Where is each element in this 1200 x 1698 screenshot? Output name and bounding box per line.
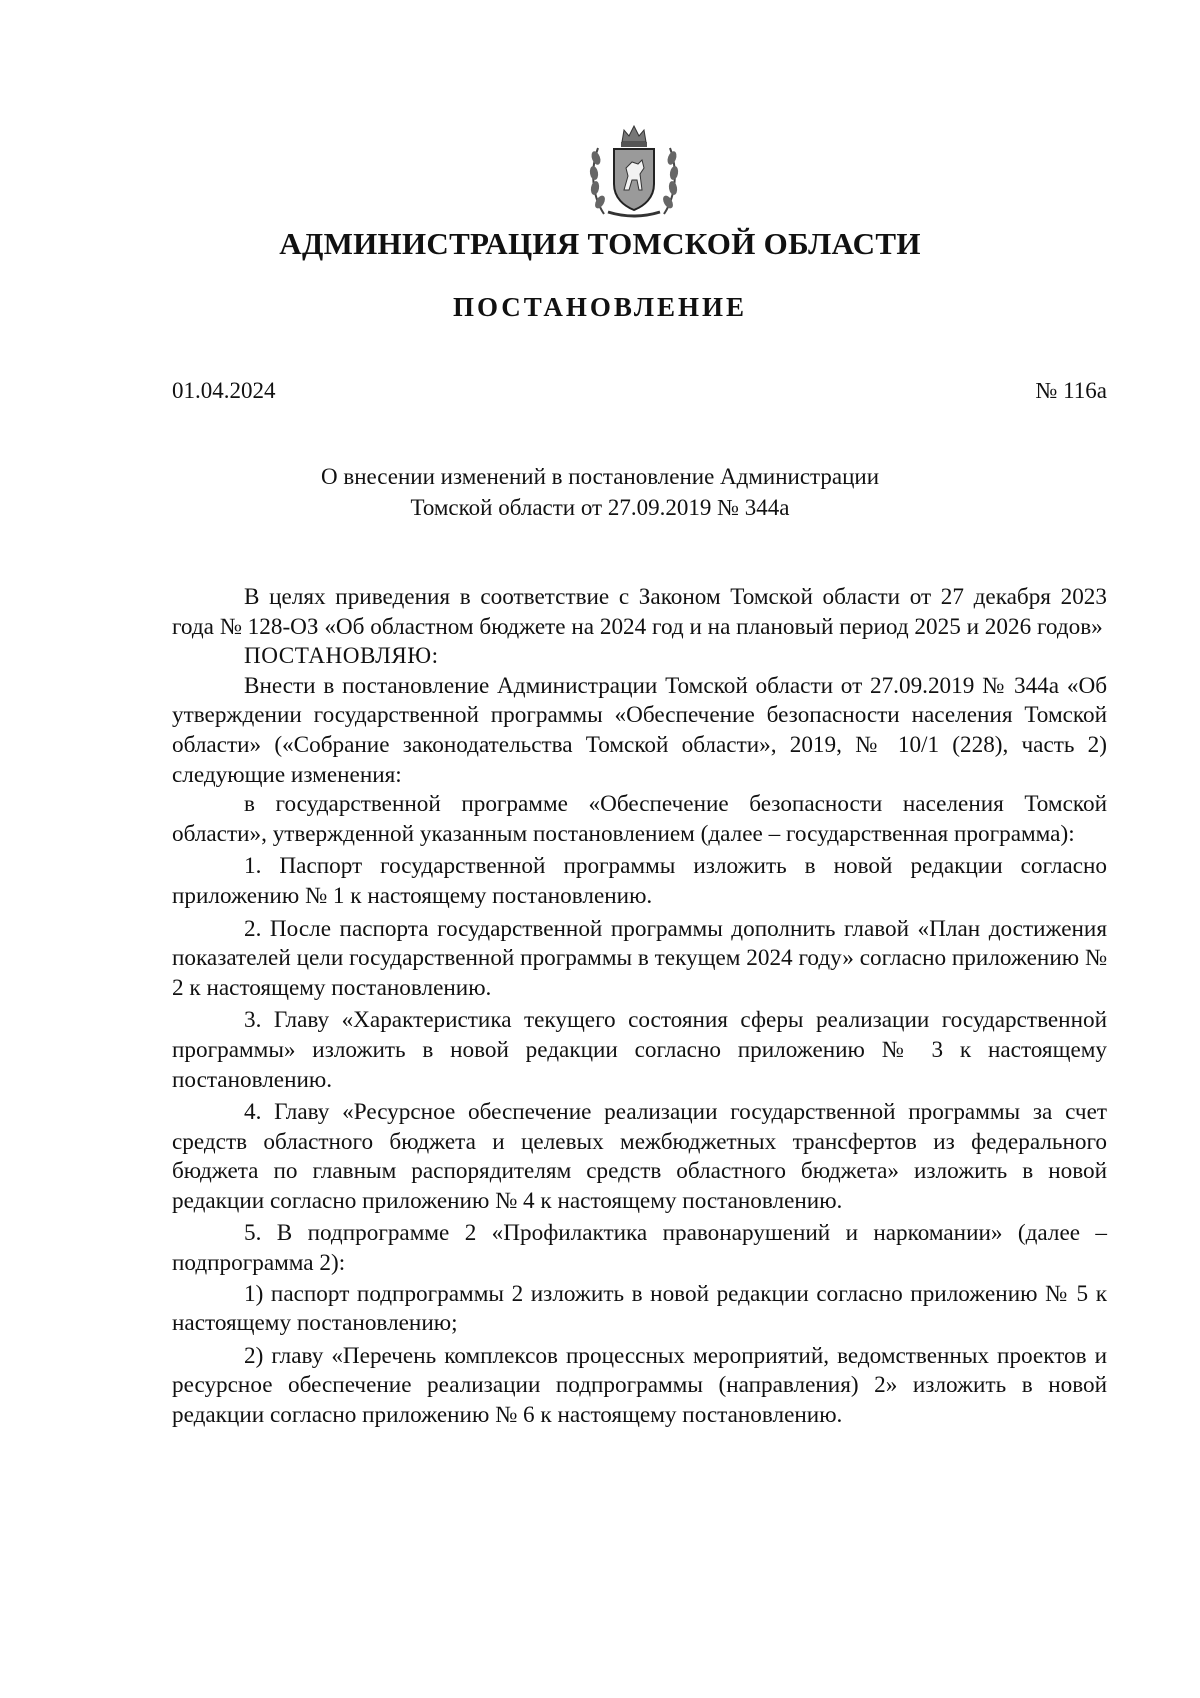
document-subject — [200, 461, 1000, 523]
subitem-paragraph: 2) главу «Перечень комплексов процессных мероприятий, ведомственных проектов и ресурсное обеспечение реализации подпрограммы (направления) 2» изложить в новой редакции согласно приложению № 6 к настоящему постановлению. — [172, 1342, 1107, 1429]
item-paragraph: 3. Главу «Характеристика текущего состояния сферы реализации государственной программы» изложить в новой редакции согласно приложению № 3 к настоящему постановлению. — [172, 1007, 1107, 1093]
item-paragraph: 1. Паспорт государственной программы изложить в новой редакции согласно приложению № 1 к настоящему постановлению. — [172, 853, 1107, 909]
subject-line: Томской области от 27.09.2019 № 344а — [410, 495, 790, 520]
item-paragraph: 4. Главу «Ресурсное обеспечение реализации государственной программы за счет средств областного бюджета и целевых межбюджетных трансфертов из федерального бюджета по главным распорядителям средств областного бюджета» изложить в новой редакции согласно приложению № 4 к настоящему постановлению. — [172, 1099, 1107, 1214]
subject-line: О внесении изменений в постановление Администрации — [320, 464, 880, 489]
scope-paragraph: в государственной программе «Обеспечение безопасности населения Томской области», утвержденной указанным постановлением (далее – государственная программа): — [172, 791, 1107, 847]
item-paragraph: 2. После паспорта государственной программы дополнить главой «План достижения показателей цели государственной программы в текущем 2024 году» согласно приложению № 2 к настоящему постановлению. — [172, 915, 1107, 1001]
document-body — [172, 583, 1107, 1431]
item-paragraph: 5. В подпрограмме 2 «Профилактика правонарушений и наркомании» (далее – подпрограмма 2): — [172, 1220, 1107, 1277]
intro-paragraph: Внести в постановление Администрации Томской области от 27.09.2019 № 344а «Об утверждении государственной программы «Обеспечение безопасности населения Томской области» («Собрание законодательства Томской области», 2019, № 10/1 (228), часть 2) следующие изменения: — [172, 672, 1107, 788]
document-date: 01.04.2024 — [172, 378, 276, 403]
coat-of-arms-icon — [584, 118, 684, 220]
document-number: № 116а — [1035, 378, 1107, 403]
preamble-paragraph: В целях приведения в соответствие с Законом Томской области от 27 декабря 2023 года № 128-ОЗ «Об областном бюджете на 2024 год и на плановый период 2025 и 2026 годов» — [172, 584, 1107, 640]
organization-title: АДМИНИСТРАЦИЯ ТОМСКОЙ ОБЛАСТИ — [279, 226, 921, 261]
subitem-paragraph: 1) паспорт подпрограммы 2 изложить в новой редакции согласно приложению № 5 к настоящему постановлению; — [172, 1280, 1107, 1337]
decree-word: ПОСТАНОВЛЯЮ: — [244, 643, 439, 670]
document-type: ПОСТАНОВЛЕНИЕ — [452, 292, 748, 322]
